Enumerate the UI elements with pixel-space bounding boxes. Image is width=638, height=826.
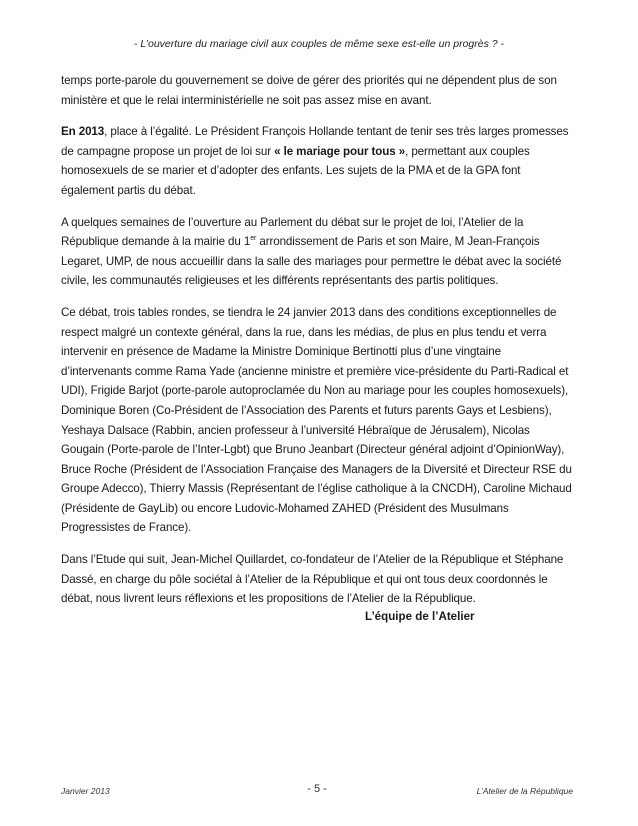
document-body [61, 71, 573, 621]
paragraph-2-text-c: , permettant aux couples homosexuels de se marier et d’adopter des enfants. Les sujets de la PMA et de la GPA font également partis du débat. [61, 144, 530, 197]
paragraph-3-text-a: A quelques semaines de l’ouverture au Parlement du débat sur le projet de loi, l’Atelier de la République demande à la mairie du 1 [61, 215, 524, 249]
paragraph-5: Dans l’Etude qui suit, Jean-Michel Quillardet, co-fondateur de l’Atelier de la République et Stéphane Dassé, en charge du pôle sociétal à l’Atelier de la République et qui ont tous deux coordonnés le débat, nous livrent leurs réflexions et les propositions de l’Atelier de la République. [61, 553, 564, 606]
page-number: - 5 - [307, 783, 327, 795]
paragraph-4: Ce débat, trois tables rondes, se tiendra le 24 janvier 2013 dans des conditions exceptionnelles de respect malgré un contexte général, dans la rue, dans les médias, de plus en plus tendu et verra intervenir en présence de Madame la Ministre Dominique Bertinotti plus d’une vingtaine d’intervenants comme Rama Yade (ancienne ministre et première vice-présidente du Parti-Radical et UDI), Frigide Barjot (porte-parole autoproclamée du Non au mariage pour les couples homosexuels), Dominique Boren (Co-Président de l’Association des Parents et futurs parents Gays et Lesbiens), Yeshaya Dalsace (Rabbin, ancien professeur à l’université Hébraïque de Jérusalem), Nicolas Gougain (Porte-parole de l’Inter-Lgbt) que Bruno Jeanbart (Directeur général adjoint d’OpinionWay), Bruce Roche (Président de l’Association Française des Managers de la Diversité et Directeur RSE du Groupe Adecco), Thierry Massis (Représentant de l’église catholique à la CNCDH), Caroline Michaud (Présidente de GayLib) ou encore Ludovic-Mohamed ZAHED (Président des Musulmans Progressistes de France). [61, 305, 572, 535]
paragraph-3-superscript: er [250, 235, 257, 243]
signature: L’équipe de l’Atelier [365, 610, 475, 623]
footer-date: Janvier 2013 [61, 786, 110, 796]
paragraph-2-text-a: , place à l’égalité. Le Président François Hollande tentant de tenir ses très larges promesses de campagne propose un projet de loi sur [61, 125, 569, 158]
page-header: - L’ouverture du mariage civil aux couples de même sexe est-elle un progrès ? - [133, 38, 505, 50]
paragraph-2 [61, 122, 573, 200]
footer-organization: L’Atelier de la République [476, 786, 573, 796]
paragraph-3-text-b: arrondissement de Paris et son Maire, M Jean-François Legaret, UMP, de nous accueillir dans la salle des mariages pour permettre le débat avec la société civile, les communautés religieuses et les différents représentants des partis politiques. [61, 235, 562, 288]
paragraph-2-bold-year: En 2013 [61, 125, 105, 139]
paragraph-1: temps porte-parole du gouvernement se doive de gérer des priorités qui ne dépendent plus de son ministère et que le relai interministérielle ne soit pas assez mise en avant. [61, 74, 557, 107]
paragraph-3 [61, 213, 573, 291]
paragraph-2-bold-quote: « le mariage pour tous » [274, 144, 406, 158]
